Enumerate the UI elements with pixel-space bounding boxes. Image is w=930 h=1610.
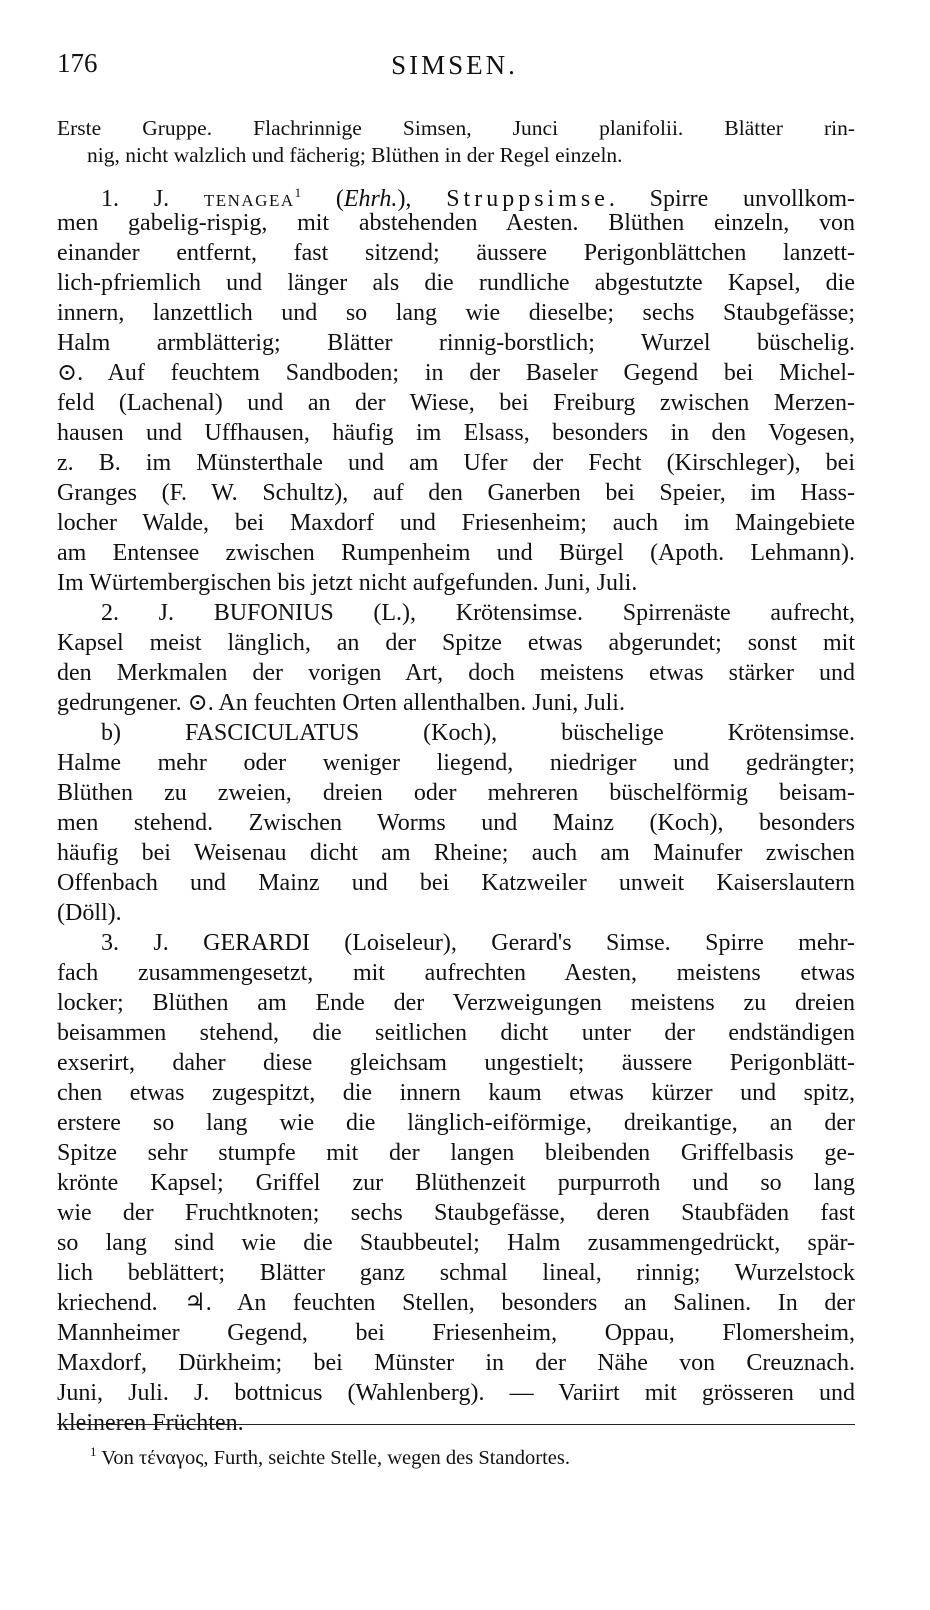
text-line: fach zusammengesetzt, mit aufrechten Aesten, meistens etwas bbox=[57, 960, 855, 986]
running-title: SIMSEN. bbox=[391, 50, 518, 80]
text-segment: ( bbox=[301, 186, 344, 212]
text-line: am Entensee zwischen Rumpenheim und Bürgel (Apoth. Lehmann). bbox=[57, 540, 855, 566]
footnote bbox=[90, 1438, 850, 1472]
body-text bbox=[57, 178, 855, 1438]
text-segment: ), bbox=[397, 186, 447, 212]
text-line: hausen und Uffhausen, häufig im Elsass, besonders in den Vogesen, bbox=[57, 420, 855, 446]
text-line: Im Würtembergischen bis jetzt nicht aufgefunden. Juni, Juli. bbox=[57, 570, 638, 596]
text-line: so lang sind wie die Staubbeutel; Halm zusammengedrückt, spär- bbox=[57, 1230, 855, 1256]
text-line: ⊙. Auf feuchtem Sandboden; in der Baseler Gegend bei Michel- bbox=[57, 360, 855, 386]
text-line: feld (Lachenal) und an der Wiese, bei Freiburg zwischen Merzen- bbox=[57, 390, 855, 416]
footnote-marker: 1 bbox=[90, 1444, 97, 1459]
text-line: gedrungener. ⊙. An feuchten Orten allenthalben. Juni, Juli. bbox=[57, 690, 625, 716]
text-segment: TENAGEA bbox=[203, 191, 295, 210]
text-segment: Struppsimse bbox=[446, 186, 609, 212]
text-line: b) FASCICULATUS (Koch), büschelige Krötensimse. bbox=[101, 720, 855, 746]
text-line: lich-pfriemlich und länger als die rundliche abgestutzte Kapsel, die bbox=[57, 270, 855, 296]
text-line: 3. J. GERARDI (Loiseleur), Gerard's Simse. Spirre mehr- bbox=[101, 930, 855, 956]
page-number: 176 bbox=[57, 48, 98, 78]
text-line: (Döll). bbox=[57, 900, 122, 926]
group-line-2: nig, nicht walzlich und fächerig; Blüthen in der Regel einzeln. bbox=[87, 143, 623, 167]
text-line: Granges (F. W. Schultz), auf den Ganerben bei Speier, im Hass- bbox=[57, 480, 855, 506]
text-line: innern, lanzettlich und so lang wie dieselbe; sechs Staubgefässe; bbox=[57, 300, 855, 326]
group-heading bbox=[57, 115, 855, 169]
text-line: Spitze sehr stumpfe mit der langen bleibenden Griffelbasis ge- bbox=[57, 1140, 855, 1166]
text-line: beisammen stehend, die seitlichen dicht unter der endständigen bbox=[57, 1020, 855, 1046]
text-line bbox=[57, 178, 856, 212]
text-line: lich beblättert; Blätter ganz schmal lineal, rinnig; Wurzelstock bbox=[57, 1260, 855, 1286]
text-line: men gabelig-rispig, mit abstehenden Aesten. Blüthen einzeln, von bbox=[57, 210, 855, 236]
page-header bbox=[57, 48, 852, 88]
text-line: men stehend. Zwischen Worms und Mainz (Koch), besonders bbox=[57, 810, 855, 836]
text-line: Offenbach und Mainz und bei Katzweiler unweit Kaiserslautern bbox=[57, 870, 855, 896]
text-line: erstere so lang wie die länglich-eiförmige, dreikantige, an der bbox=[57, 1110, 855, 1136]
footnote-rule bbox=[57, 1424, 855, 1425]
text-line: häufig bei Weisenau dicht am Rheine; auch am Mainufer zwischen bbox=[57, 840, 855, 866]
text-segment: 1 bbox=[294, 185, 302, 200]
text-line: z. B. im Münsterthale und am Ufer der Fecht (Kirschleger), bei bbox=[57, 450, 855, 476]
text-segment: 1. J. bbox=[101, 186, 204, 212]
text-line: chen etwas zugespitzt, die innern kaum etwas kürzer und spitz, bbox=[57, 1080, 855, 1106]
text-line: exserirt, daher diese gleichsam ungestielt; äussere Perigonblätt- bbox=[57, 1050, 855, 1076]
footnote-text: Von τέναγος, Furth, seichte Stelle, wegen des Standortes. bbox=[101, 1446, 570, 1469]
text-line: locher Walde, bei Maxdorf und Friesenheim; auch im Maingebiete bbox=[57, 510, 855, 536]
text-segment: Ehrh. bbox=[343, 186, 398, 212]
text-line: locker; Blüthen am Ende der Verzweigungen meistens zu dreien bbox=[57, 990, 855, 1016]
text-line: Juni, Juli. J. bottnicus (Wahlenberg). — Variirt mit grösseren und bbox=[57, 1380, 855, 1406]
text-line: Halme mehr oder weniger liegend, niedriger und gedrängter; bbox=[57, 750, 855, 776]
text-line: Maxdorf, Dürkheim; bei Münster in der Nähe von Creuznach. bbox=[57, 1350, 855, 1376]
text-line: 2. J. BUFONIUS (L.), Krötensimse. Spirrenäste aufrecht, bbox=[101, 600, 855, 626]
text-line: kriechend. ♃. An feuchten Stellen, besonders an Salinen. In der bbox=[57, 1290, 855, 1316]
text-line: kleineren Früchten. bbox=[57, 1410, 244, 1436]
text-line: Kapsel meist länglich, an der Spitze etwas abgerundet; sonst mit bbox=[57, 630, 855, 656]
text-line: wie der Fruchtknoten; sechs Staubgefässe, deren Staubfäden fast bbox=[57, 1200, 855, 1226]
text-line: Halm armblätterig; Blätter rinnig-borstlich; Wurzel büschelig. bbox=[57, 330, 855, 356]
text-line: einander entfernt, fast sitzend; äussere Perigonblättchen lanzett- bbox=[57, 240, 855, 266]
text-line: Mannheimer Gegend, bei Friesenheim, Oppau, Flomersheim, bbox=[57, 1320, 855, 1346]
group-line-1: Erste Gruppe. Flachrinnige Simsen, Junci planifolii. Blätter rin- bbox=[57, 116, 855, 140]
text-segment: . Spirre unvollkom- bbox=[608, 186, 856, 212]
text-line: Blüthen zu zweien, dreien oder mehreren büschelförmig beisam- bbox=[57, 780, 855, 806]
text-line: krönte Kapsel; Griffel zur Blüthenzeit purpurroth und so lang bbox=[57, 1170, 855, 1196]
text-line: den Merkmalen der vorigen Art, doch meistens etwas stärker und bbox=[57, 660, 855, 686]
